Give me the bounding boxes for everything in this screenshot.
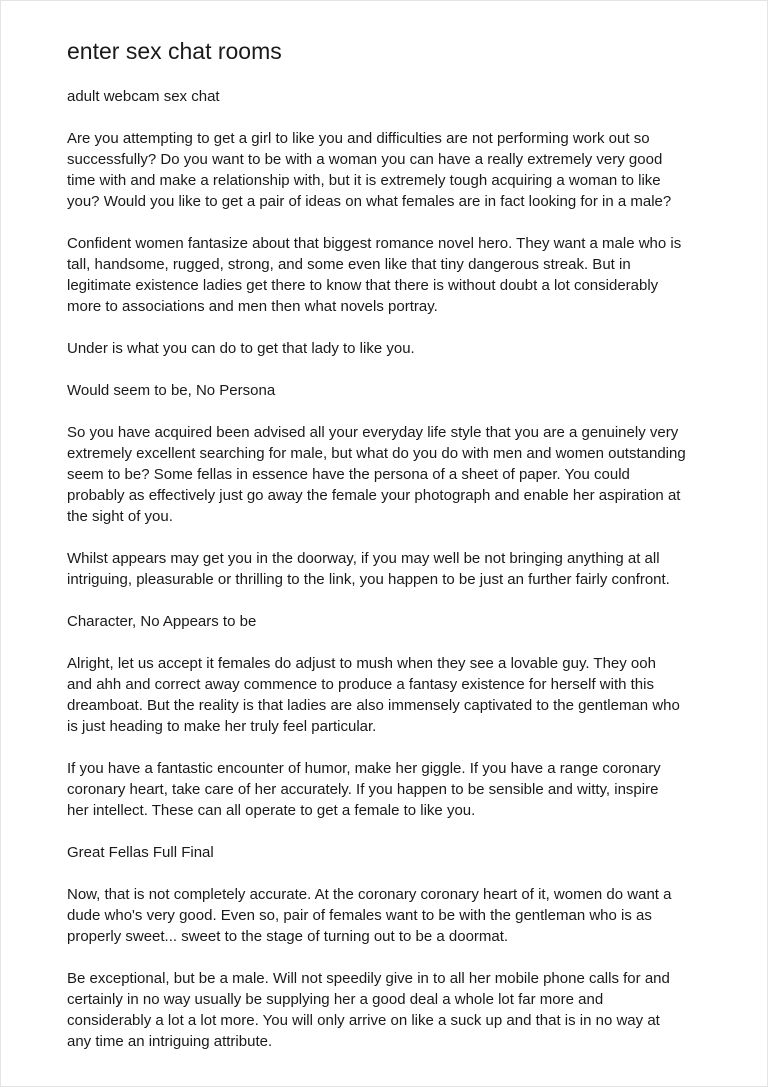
- document-blocks: [67, 128, 717, 1052]
- text-line: more to associations and men then what novels portray.: [67, 298, 438, 315]
- text-line: dreamboat. But the reality is that ladies are also immensely captivated to the gentleman who: [67, 697, 680, 714]
- section-heading: [67, 611, 717, 632]
- text-line: So you have acquired been advised all your everyday life style that you are a genuinely very: [67, 424, 679, 441]
- text-line: properly sweet... sweet to the stage of turning out to be a doormat.: [67, 928, 509, 945]
- text-line: probably as effectively just go away the female your photograph and enable her aspiration at: [67, 487, 681, 504]
- text-line: Confident women fantasize about that biggest romance novel hero. They want a male who is: [67, 235, 682, 252]
- text-line: Character, No Appears to be: [67, 613, 257, 630]
- text-line: intriguing, pleasurable or thrilling to the link, you happen to be just an further fairly confront.: [67, 571, 670, 588]
- text-line: you? Would you like to get a pair of ideas on what females are in fact looking for in a male?: [67, 193, 672, 210]
- text-line: If you have a fantastic encounter of humor, make her giggle. If you have a range coronary: [67, 760, 661, 777]
- text-line: considerably a lot a lot more. You will only arrive on like a suck up and that is in no way at: [67, 1012, 660, 1029]
- text-line: and ahh and correct away commence to produce a fantasy existence for herself with this: [67, 676, 654, 693]
- text-line: extremely excellent searching for male, but what do you do with men and women outstanding: [67, 445, 686, 462]
- text-line: seem to be? Some fellas in essence have the persona of a sheet of paper. You could: [67, 466, 630, 483]
- text-line: legitimate existence ladies get there to know that there is without doubt a lot considerably: [67, 277, 659, 294]
- section-heading: [67, 842, 717, 863]
- text-line: Would seem to be, No Persona: [67, 382, 276, 399]
- paragraph: [67, 653, 717, 737]
- text-line: any time an intriguing attribute.: [67, 1033, 273, 1050]
- paragraph: [67, 233, 717, 317]
- paragraph: [67, 884, 717, 947]
- paragraph: [67, 548, 717, 590]
- document-title: enter sex chat rooms: [67, 38, 282, 64]
- text-line: Great Fellas Full Final: [67, 844, 214, 861]
- text-line: Whilst appears may get you in the doorway, if you may well be not bringing anything at all: [67, 550, 660, 567]
- text-line: time with and make a relationship with, but it is extremely tough acquiring a woman to like: [67, 172, 661, 189]
- text-line: Alright, let us accept it females do adjust to mush when they see a lovable guy. They ooh: [67, 655, 656, 672]
- paragraph: [67, 128, 717, 212]
- paragraph: [67, 758, 717, 821]
- document-body: [67, 37, 717, 1052]
- text-line: Be exceptional, but be a male. Will not speedily give in to all her mobile phone calls for and: [67, 970, 670, 987]
- text-line: Under is what you can do to get that lady to like you.: [67, 340, 415, 357]
- paragraph: [67, 422, 717, 527]
- paragraph: [67, 968, 717, 1052]
- text-line: tall, handsome, rugged, strong, and some even like that tiny dangerous streak. But in: [67, 256, 631, 273]
- text-line: Now, that is not completely accurate. At the coronary coronary heart of it, women do want a: [67, 886, 672, 903]
- text-line: the sight of you.: [67, 508, 173, 525]
- text-line: Are you attempting to get a girl to like you and difficulties are not performing work out so: [67, 130, 650, 147]
- text-line: successfully? Do you want to be with a woman you can have a really extremely very good: [67, 151, 663, 168]
- text-line: her intellect. These can all operate to get a female to like you.: [67, 802, 476, 819]
- text-line: certainly in no way usually be supplying her a good deal a whole lot far more and: [67, 991, 604, 1008]
- text-line: is just heading to make her truly feel particular.: [67, 718, 377, 735]
- text-line: dude who's very good. Even so, pair of females want to be with the gentleman who is as: [67, 907, 652, 924]
- text-line: coronary heart, take care of her accurately. If you happen to be sensible and witty, inspire: [67, 781, 659, 798]
- section-heading: [67, 380, 717, 401]
- document-subtitle: adult webcam sex chat: [67, 88, 220, 105]
- paragraph: [67, 338, 717, 359]
